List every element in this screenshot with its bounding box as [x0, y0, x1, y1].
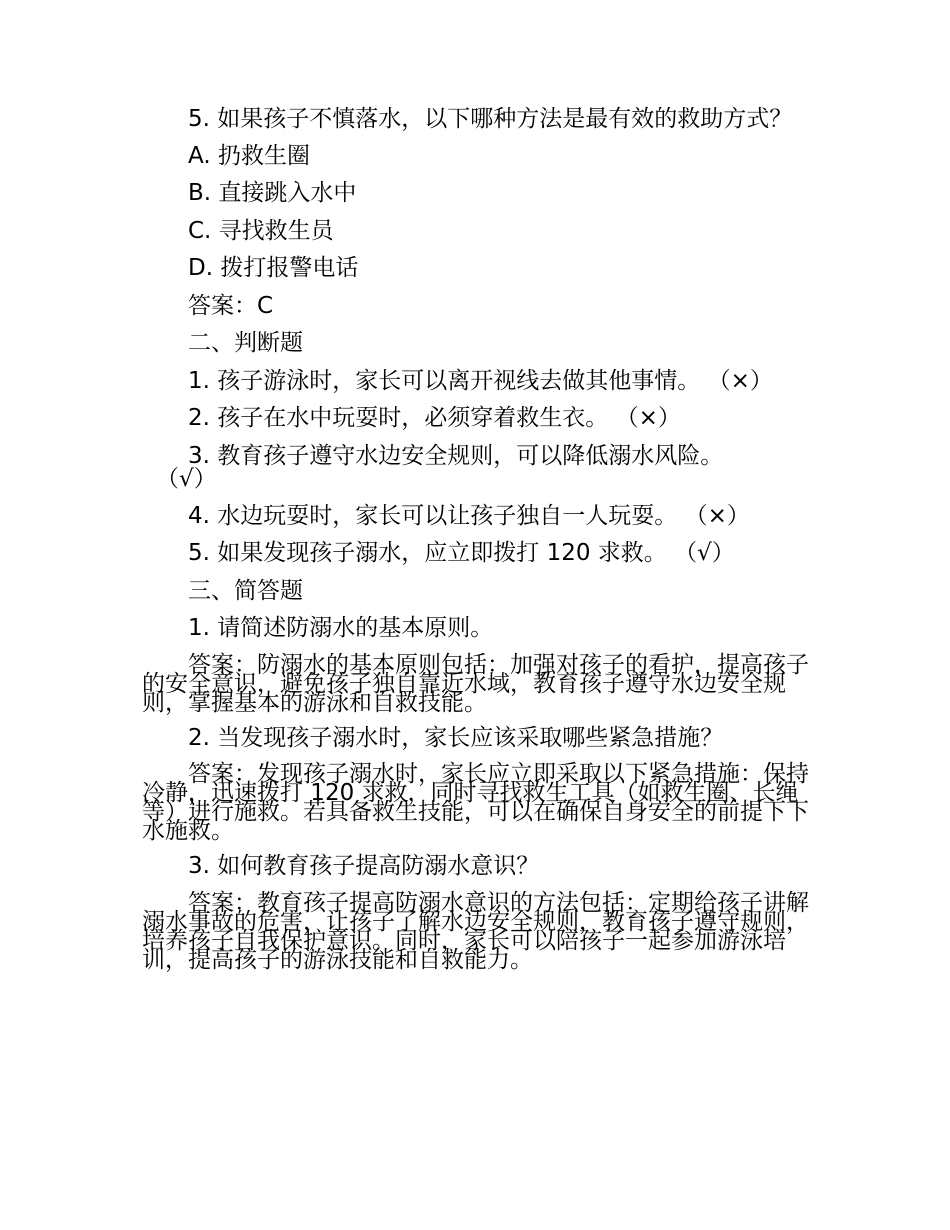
- tf-question-2: 2. 孩子在水中玩耍时，必须穿着救生衣。 （×）: [188, 405, 681, 431]
- sa-question-3: 3. 如何教育孩子提高防溺水意识？: [188, 853, 540, 879]
- document-body: [142, 108, 810, 982]
- mc-answer: 答案：C: [188, 292, 274, 319]
- mc-question-5: 5. 如果孩子不慎落水，以下哪种方法是最有效的救助方式？: [188, 106, 793, 132]
- tf-question-5: 5. 如果发现孩子溺水，应立即拨打 120 求救。 （√）: [188, 540, 735, 566]
- short-answer-heading: 三、简答题: [188, 577, 303, 604]
- true-false-heading: 二、判断题: [188, 330, 303, 356]
- tf-question-1: 1. 孩子游泳时，家长可以离开视线去做其他事情。 （×）: [188, 367, 773, 394]
- tf-question-4: 4. 水边玩耍时，家长可以让孩子独自一人玩耍。 （×）: [188, 502, 750, 529]
- tf-question-3-mark: （√）: [156, 465, 217, 492]
- mc-option-b: B. 直接跳入水中: [188, 180, 357, 206]
- tf-question-3: 3. 教育孩子遵守水边安全规则，可以降低溺水风险。: [188, 442, 724, 469]
- mc-option-c: C. 寻找救生员: [188, 217, 334, 244]
- sa-question-1: 1. 请简述防溺水的基本原则。: [188, 615, 494, 641]
- sa-answer-1: 答案：防溺水的基本原则包括：加强对孩子的看护，提高孩子的安全意识，避免孩子独自靠近水域，教育孩子遵守水边安全规则，掌握基本的游泳和自救技能。: [142, 651, 809, 716]
- sa-question-2: 2. 当发现孩子溺水时，家长应该采取哪些紧急措施？: [188, 724, 724, 751]
- sa-answer-2: 答案：发现孩子溺水时，家长应立即采取以下紧急措施：保持冷静，迅速拨打 120 求救，同时寻找救生工具（如救生圈、长绳等）进行施救。若具备救生技能，可以在确保自身安全的前提下下水施救。: [142, 761, 809, 844]
- mc-option-d: D. 拨打报警电话: [188, 255, 359, 281]
- sa-answer-3: 答案：教育孩子提高防溺水意识的方法包括：定期给孩子讲解溺水事故的危害，让孩子了解水边安全规则，教育孩子遵守规则，培养孩子自我保护意识。同时，家长可以陪孩子一起参加游泳培训，提高孩子的游泳技能和自救能力。: [142, 889, 809, 973]
- mc-option-a: A. 扔救生圈: [188, 142, 310, 169]
